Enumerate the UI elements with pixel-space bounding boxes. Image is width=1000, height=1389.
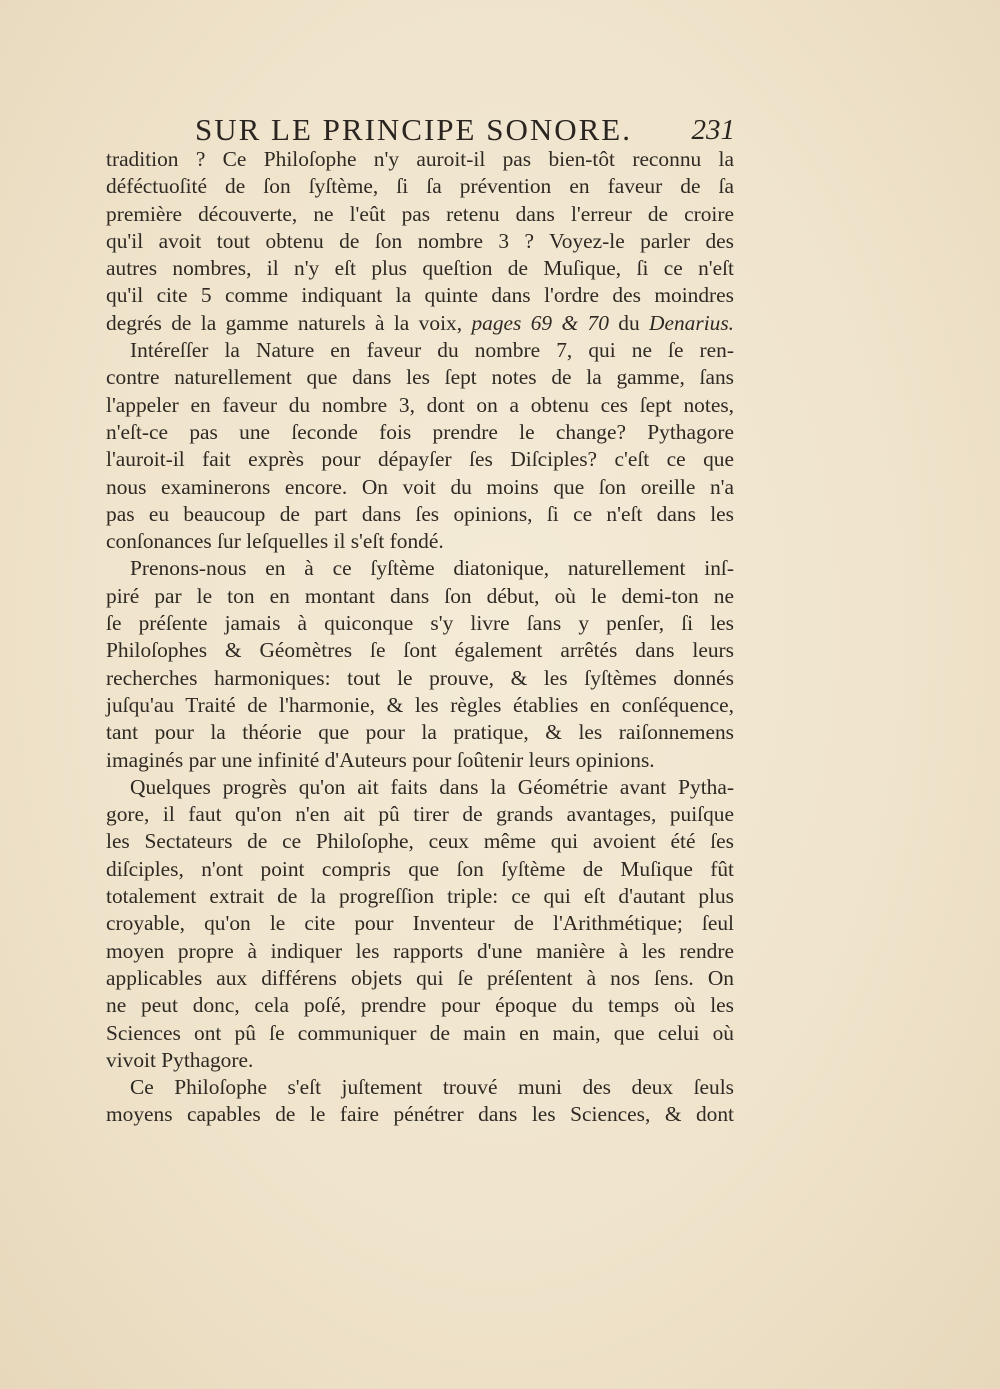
text-line: Intéreſſer la Nature en faveur du nombre 7, qui ne ſe ren- <box>130 338 734 363</box>
text-line: tant pour la théorie que pour la pratique, & les raiſonnemens <box>106 720 734 745</box>
text-line: Sciences ont pû ſe communiquer de main en main, que celui où <box>106 1020 734 1045</box>
paragraph-3 <box>106 555 734 773</box>
text-line: croyable, qu'on le cite pour Inventeur de l'Arithmétique; ſeul <box>106 911 734 936</box>
text-line: pas eu beaucoup de part dans ſes opinions, ſi ce n'eſt dans les <box>106 501 734 526</box>
text-line: piré par le ton en montant dans ſon début, où le demi-ton ne <box>106 583 734 608</box>
text-line: recherches harmoniques: tout le prouve, & les ſyſtèmes donnés <box>106 665 734 690</box>
text-line: l'appeler en faveur du nombre 3, dont on a obtenu ces ſept notes, <box>106 392 734 417</box>
text-line: Philoſophes & Géomètres ſe ſont également arrêtés dans leurs <box>106 638 734 663</box>
text-line: déféctuoſité de ſon ſyſtème, ſi ſa prévention en faveur de ſa <box>106 174 734 199</box>
running-title: SUR LE PRINCIPE SONORE. <box>195 112 632 147</box>
text-line: contre naturellement que dans les ſept notes de la gamme, ſans <box>106 365 734 390</box>
text-line: Prenons-nous en à ce ſyſtème diatonique, naturellement inſ- <box>130 556 734 581</box>
text-line: diſciples, n'ont point compris que ſon ſyſtème de Muſique fût <box>106 856 734 881</box>
text-line: imaginés par une infinité d'Auteurs pour ſoûtenir leurs opinions. <box>106 747 655 772</box>
text-line: moyen propre à indiquer les rapports d'une manière à les rendre <box>106 938 734 963</box>
paragraph-4 <box>106 774 734 1074</box>
text-line: l'auroit-il fait exprès pour dépayſer ſes Diſciples? c'eſt ce que <box>106 447 734 472</box>
paragraph-1 <box>106 146 734 337</box>
text-line: les Sectateurs de ce Philoſophe, ceux même qui avoient été ſes <box>106 829 734 854</box>
italic-title: Denarius. <box>649 310 734 335</box>
text-line: moyens capables de le faire pénétrer dans les Sciences, & dont <box>106 1102 734 1127</box>
italic-reference: pages 69 & 70 <box>471 310 609 335</box>
text-line: nous examinerons encore. On voit du moins que ſon oreille n'a <box>106 474 734 499</box>
text-line: gore, il faut qu'on n'en ait pû tirer de grands avantages, puiſque <box>106 802 734 827</box>
text-line: ne peut donc, cela poſé, prendre pour époque du temps où les <box>106 993 734 1018</box>
text-line: juſqu'au Traité de l'harmonie, & les règles établies en conſéquence, <box>106 692 734 717</box>
text-line: n'eſt-ce pas une ſeconde fois prendre le change? Pythagore <box>106 419 734 444</box>
text-line: Ce Philoſophe s'eſt juſtement trouvé muni des deux ſeuls <box>130 1075 734 1100</box>
body-text <box>106 146 734 1129</box>
text-line: ſe préſente jamais à quiconque s'y livre ſans y penſer, ſi les <box>106 611 734 636</box>
paragraph-5 <box>106 1074 734 1129</box>
text-line: première découverte, ne l'eût pas retenu dans l'erreur de croire <box>106 201 734 226</box>
text-line: autres nombres, il n'y eſt plus queſtion de Muſique, ſi ce n'eſt <box>106 256 734 281</box>
text-fragment: du <box>608 310 650 335</box>
page-number: 231 <box>691 114 735 146</box>
text-line: tradition ? Ce Philoſophe n'y auroit-il pas bien-tôt reconnu la <box>106 147 734 171</box>
text-line: qu'il avoit tout obtenu de ſon nombre 3 ? Voyez-le parler des <box>106 228 734 253</box>
paragraph-2 <box>106 337 734 555</box>
text-line: qu'il cite 5 comme indiquant la quinte dans l'ordre des moindres <box>106 283 734 308</box>
text-line-last <box>106 310 734 337</box>
text-line: totalement extrait de la progreſſion triple: ce qui eſt d'autant plus <box>106 884 734 909</box>
text-line: vivoit Pythagore. <box>106 1047 254 1072</box>
text-fragment: degrés de la gamme naturels à la voix, <box>106 310 472 335</box>
text-line: Quelques progrès qu'on ait faits dans la Géométrie avant Pytha- <box>130 774 734 799</box>
text-line: applicables aux différens objets qui ſe préſentent à nos ſens. On <box>106 965 734 990</box>
text-line: conſonances ſur leſquelles il s'eſt fondé. <box>106 529 444 554</box>
